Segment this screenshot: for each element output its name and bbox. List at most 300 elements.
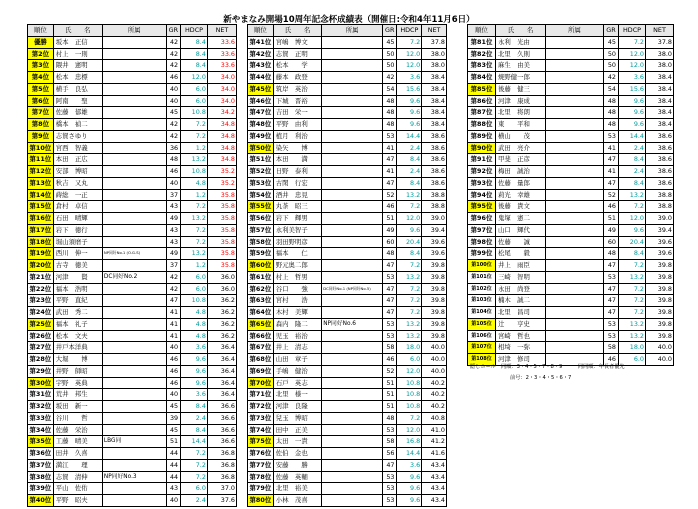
net-score: 38.4 [422, 83, 447, 95]
gross-score: 51 [383, 389, 397, 401]
gross-score: 48 [383, 95, 397, 107]
gross-score: 52 [383, 365, 397, 377]
rank-cell: 第37位 [28, 459, 54, 471]
player-name: 谷口 強 [273, 283, 321, 295]
player-name: 永田 尚登 [496, 283, 546, 295]
player-name: 甲斐 正彦 [496, 154, 546, 166]
results-table-right [467, 24, 674, 366]
table-row [28, 95, 237, 107]
net-score: 37.0 [207, 483, 236, 495]
table-row [468, 271, 674, 283]
affiliation-cell [322, 295, 383, 307]
player-name: 山口 輝代 [496, 224, 546, 236]
net-score: 38.4 [422, 119, 447, 131]
table-row [28, 36, 237, 48]
handicap-value: 6.0 [397, 354, 422, 366]
affiliation-cell [102, 424, 166, 436]
handicap-value: 8.4 [397, 154, 422, 166]
net-score: 35.8 [207, 260, 236, 272]
handicap-value: 10.8 [397, 389, 422, 401]
affiliation-cell [546, 283, 604, 295]
rank-cell: 第97位 [468, 224, 496, 236]
net-score: 34.2 [207, 107, 236, 119]
gross-score: 42 [604, 72, 619, 84]
handicap-value: 1.2 [181, 189, 208, 201]
net-score: 38.4 [422, 107, 447, 119]
rank-cell: 第19位 [28, 248, 54, 260]
player-name: 児玉 裕治 [273, 330, 321, 342]
affiliation-cell [322, 471, 383, 483]
rank-cell: 第20位 [28, 260, 54, 272]
handicap-value: 7.2 [181, 448, 208, 460]
gross-score: 42 [166, 36, 181, 48]
affiliation-cell [102, 130, 166, 142]
player-name: 北里 様一 [273, 389, 321, 401]
gross-score: 41 [383, 142, 397, 154]
affiliation-cell [546, 177, 604, 189]
player-name: 西川 伸一 [53, 248, 102, 260]
net-score: 39.8 [422, 318, 447, 330]
gross-score: 46 [166, 72, 181, 84]
table-row [248, 189, 447, 201]
table-row [468, 248, 674, 260]
net-score: 38.6 [422, 130, 447, 142]
gross-score: 60 [383, 236, 397, 248]
handicap-value: 10.8 [397, 377, 422, 389]
affiliation-cell [102, 72, 166, 84]
affiliation-cell [322, 48, 383, 60]
affiliation-cell [322, 142, 383, 154]
affiliation-cell [546, 342, 604, 354]
rank-cell: 第88位 [468, 119, 496, 131]
affiliation-cell [322, 354, 383, 366]
affiliation-cell [102, 224, 166, 236]
player-name: 宮村 浩 [273, 295, 321, 307]
gross-score: 45 [166, 424, 181, 436]
affiliation-cell [322, 401, 383, 413]
handicap-value: 7.2 [397, 412, 422, 424]
player-name: 染矢 博 [273, 142, 321, 154]
gross-score: 58 [604, 342, 619, 354]
table-row [248, 365, 447, 377]
table-row [248, 330, 447, 342]
net-score: 35.8 [207, 201, 236, 213]
header-net: NET [646, 25, 674, 37]
rank-cell: 第64位 [248, 307, 274, 319]
table-row [248, 154, 447, 166]
player-name: 後藤 健三 [496, 83, 546, 95]
table-row [248, 236, 447, 248]
affiliation-cell [322, 36, 383, 48]
handicap-value: 2.4 [181, 412, 208, 424]
affiliation-cell [546, 224, 604, 236]
net-score: 39.6 [422, 248, 447, 260]
affiliation-cell [322, 389, 383, 401]
rank-cell: 第13位 [28, 177, 54, 189]
gross-score: 51 [383, 213, 397, 225]
gross-score: 46 [604, 354, 619, 366]
handicap-value: 4.8 [181, 318, 208, 330]
handicap-value: 10.8 [181, 295, 208, 307]
affiliation-cell: LBG同 [102, 436, 166, 448]
table-row [28, 448, 237, 460]
player-name: 宮嶋 博文 [273, 36, 321, 48]
table-row [28, 177, 237, 189]
rank-cell: 第85位 [468, 83, 496, 95]
rank-cell: 第5位 [28, 83, 54, 95]
rank-cell: 第7位 [28, 107, 54, 119]
rank-cell: 第47位 [248, 107, 274, 119]
handicap-value: 3.6 [181, 389, 208, 401]
handicap-value: 14.4 [619, 130, 646, 142]
rank-cell: 第89位 [468, 130, 496, 142]
player-name: 福本 仁 [273, 248, 321, 260]
affiliation-cell [322, 189, 383, 201]
table-row [468, 154, 674, 166]
net-score: 34.8 [207, 154, 236, 166]
rank-cell: 第46位 [248, 95, 274, 107]
handicap-value: 9.6 [397, 483, 422, 495]
player-name: 焼野健一郎 [496, 72, 546, 84]
handicap-value: 2.4 [619, 142, 646, 154]
net-score: 39.8 [422, 283, 447, 295]
gross-score: 49 [383, 224, 397, 236]
rank-cell: 第10位 [28, 142, 54, 154]
rank-cell: 第36位 [28, 448, 54, 460]
rank-cell: 第21位 [28, 271, 54, 283]
player-name: 佐藤 量郎 [496, 177, 546, 189]
table-row [28, 60, 237, 72]
handicap-value: 1.2 [181, 142, 208, 154]
affiliation-cell [546, 189, 604, 201]
header-rank: 順位 [248, 25, 274, 37]
affiliation-cell: NP同好No.1 (O.G.S) [102, 248, 166, 260]
gross-score: 40 [166, 83, 181, 95]
gross-score: 56 [383, 448, 397, 460]
net-score: 38.6 [646, 166, 674, 178]
gross-score: 53 [604, 318, 619, 330]
handicap-value: 13.2 [619, 189, 646, 201]
handicap-value: 7.2 [397, 307, 422, 319]
handicap-value: 12.0 [397, 365, 422, 377]
player-name: 佐伯 金也 [273, 448, 321, 460]
rank-cell: 第80位 [248, 495, 274, 507]
table-row [28, 318, 237, 330]
gross-score: 46 [604, 201, 619, 213]
table-row [28, 377, 237, 389]
player-name: 田井 久喜 [53, 448, 102, 460]
gross-score: 50 [383, 60, 397, 72]
affiliation-cell [546, 213, 604, 225]
table-row [248, 342, 447, 354]
affiliation-cell [322, 424, 383, 436]
gross-score: 51 [166, 436, 181, 448]
table-row [248, 119, 447, 131]
player-name: 北里 久則 [496, 48, 546, 60]
gross-score: 45 [166, 107, 181, 119]
rank-cell: 第77位 [248, 459, 274, 471]
rank-cell: 第57位 [248, 224, 274, 236]
net-score: 36.8 [207, 459, 236, 471]
affiliation-cell [102, 495, 166, 507]
handicap-value: 15.6 [619, 83, 646, 95]
rank-cell: 第22位 [28, 283, 54, 295]
header-rank: 順位 [468, 25, 496, 37]
gross-score: 44 [166, 448, 181, 460]
rank-cell: 第49位 [248, 130, 274, 142]
rank-cell: 第28位 [28, 354, 54, 366]
header-affiliation: 所属 [322, 25, 383, 37]
gross-score: 47 [383, 283, 397, 295]
net-score: 40.0 [422, 365, 447, 377]
net-score: 41.0 [422, 424, 447, 436]
gross-score: 40 [166, 95, 181, 107]
gross-score: 46 [166, 354, 181, 366]
header-rank: 順位 [28, 25, 54, 37]
net-score: 36.2 [207, 330, 236, 342]
rank-cell: 第6位 [28, 95, 54, 107]
gross-score: 42 [166, 283, 181, 295]
affiliation-cell: DC同好No.2 [102, 271, 166, 283]
net-score: 40.2 [422, 401, 447, 413]
table-row [468, 201, 674, 213]
gross-score: 42 [166, 271, 181, 283]
affiliation-cell [102, 177, 166, 189]
table-row [468, 213, 674, 225]
table-row [248, 166, 447, 178]
player-name: 佐藤 誠 [496, 236, 546, 248]
gross-score: 50 [604, 48, 619, 60]
table-row [28, 72, 237, 84]
affiliation-cell [102, 342, 166, 354]
rank-cell: 第103位 [468, 295, 496, 307]
player-name: 北里 将朗 [496, 107, 546, 119]
player-name: 松本 忠標 [53, 72, 102, 84]
rank-cell: 第91位 [468, 154, 496, 166]
net-score: 38.6 [422, 177, 447, 189]
affiliation-cell [102, 189, 166, 201]
net-score: 39.8 [646, 295, 674, 307]
net-score: 39.0 [422, 213, 447, 225]
gross-score: 48 [604, 248, 619, 260]
table-row [28, 166, 237, 178]
net-score: 43.4 [422, 459, 447, 471]
rank-cell: 第68位 [248, 354, 274, 366]
affiliation-cell [546, 107, 604, 119]
net-score: 39.4 [422, 224, 447, 236]
gross-score: 53 [383, 271, 397, 283]
net-score: 39.8 [422, 271, 447, 283]
handicap-value: 7.2 [181, 236, 208, 248]
rank-cell: 第65位 [248, 318, 274, 330]
rank-cell: 第51位 [248, 154, 274, 166]
handicap-value: 3.6 [397, 459, 422, 471]
gross-score: 41 [166, 330, 181, 342]
rank-cell: 第81位 [468, 36, 496, 48]
results-table-left [27, 24, 237, 507]
header-net: NET [422, 25, 447, 37]
player-name: 永利美智子 [273, 224, 321, 236]
gross-score: 49 [166, 248, 181, 260]
gross-score: 48 [383, 119, 397, 131]
table-row [28, 83, 237, 95]
table-row [468, 60, 674, 72]
gross-score: 47 [383, 307, 397, 319]
table-row [28, 342, 237, 354]
net-score: 43.4 [422, 495, 447, 507]
rank-cell: 第92位 [468, 166, 496, 178]
gross-score: 40 [166, 389, 181, 401]
net-score: 33.6 [207, 60, 236, 72]
gross-score: 36 [166, 142, 181, 154]
rank-cell: 第33位 [28, 412, 54, 424]
gross-score: 47 [604, 260, 619, 272]
affiliation-cell [322, 95, 383, 107]
handicap-value: 4.8 [181, 177, 208, 189]
header-handicap: HDCP [397, 25, 422, 37]
handicap-value: 7.2 [619, 36, 646, 48]
handicap-value: 14.4 [397, 130, 422, 142]
player-name: 北里 裕美 [273, 483, 321, 495]
handicap-value: 7.2 [181, 130, 208, 142]
rank-cell: 第23位 [28, 295, 54, 307]
handicap-value: 7.2 [619, 295, 646, 307]
affiliation-cell [546, 154, 604, 166]
net-score: 39.4 [646, 224, 674, 236]
gross-score: 53 [604, 330, 619, 342]
table-row [28, 130, 237, 142]
player-name: 阿南 聖 [53, 95, 102, 107]
handicap-value: 10.8 [181, 166, 208, 178]
table-row [248, 495, 447, 507]
affiliation-cell [322, 377, 383, 389]
gross-score: 47 [604, 177, 619, 189]
player-name: 三崎 智明 [496, 271, 546, 283]
affiliation-cell [322, 201, 383, 213]
affiliation-cell [546, 142, 604, 154]
affiliation-cell [102, 36, 166, 48]
affiliation-cell: NP同好No.3 [102, 471, 166, 483]
handicap-value: 7.2 [397, 36, 422, 48]
net-score: 38.4 [646, 107, 674, 119]
player-name: 平野 昭夫 [53, 495, 102, 507]
rank-cell: 第95位 [468, 201, 496, 213]
player-name: 相埼 一弥 [496, 342, 546, 354]
net-score: 36.6 [207, 436, 236, 448]
gross-score: 48 [166, 154, 181, 166]
player-name: 後藤 貴文 [496, 201, 546, 213]
rank-cell: 第17位 [28, 224, 54, 236]
rank-cell: 第66位 [248, 330, 274, 342]
affiliation-cell [102, 119, 166, 131]
rank-cell: 第38位 [28, 471, 54, 483]
gross-score: 47 [604, 307, 619, 319]
affiliation-cell [546, 83, 604, 95]
rank-cell: 第54位 [248, 189, 274, 201]
table-row [28, 389, 237, 401]
net-score: 40.0 [646, 354, 674, 366]
net-score: 35.2 [207, 166, 236, 178]
rank-cell: 第107位 [468, 342, 496, 354]
affiliation-cell [102, 401, 166, 413]
handicap-value: 9.6 [181, 354, 208, 366]
rank-cell: 第104位 [468, 307, 496, 319]
affiliation-cell [322, 248, 383, 260]
gross-score: 40 [166, 342, 181, 354]
player-name: 横山 茂 [496, 130, 546, 142]
gross-score: 41 [604, 142, 619, 154]
player-name: 志賀さゆり [53, 130, 102, 142]
affiliation-cell [546, 248, 604, 260]
handicap-value: 13.2 [397, 271, 422, 283]
gross-score: 53 [383, 318, 397, 330]
affiliation-cell [322, 459, 383, 471]
table-row [248, 295, 447, 307]
gross-score: 47 [383, 295, 397, 307]
header-name: 氏 名 [496, 25, 546, 37]
affiliation-cell [102, 60, 166, 72]
table-row [468, 48, 674, 60]
handicap-value: 1.2 [181, 260, 208, 272]
rank-cell: 第16位 [28, 213, 54, 225]
affiliation-cell [546, 201, 604, 213]
handicap-value: 7.2 [181, 471, 208, 483]
player-name: 井野 師昭 [53, 365, 102, 377]
net-score: 38.4 [422, 72, 447, 84]
table-row [248, 107, 447, 119]
rank-cell: 第71位 [248, 389, 274, 401]
player-name: 楠木 誠二 [496, 295, 546, 307]
affiliation-cell [322, 60, 383, 72]
handicap-value: 9.6 [619, 107, 646, 119]
gross-score: 60 [604, 236, 619, 248]
table-row [248, 354, 447, 366]
table-row [468, 119, 674, 131]
player-name: 藤本 政登 [273, 72, 321, 84]
player-name: 酒井 忠見 [273, 189, 321, 201]
player-name: 平山 佐佑 [53, 483, 102, 495]
gross-score: 47 [383, 260, 397, 272]
rank-cell: 第12位 [28, 166, 54, 178]
table-row [468, 224, 674, 236]
player-name: 武田 秀二 [53, 307, 102, 319]
net-score: 39.8 [646, 283, 674, 295]
net-score: 39.6 [646, 248, 674, 260]
handicap-value: 13.2 [397, 330, 422, 342]
player-name: 井戸本洋典 [53, 342, 102, 354]
player-name: 谷川 哲 [53, 412, 102, 424]
net-score: 37.6 [207, 495, 236, 507]
player-name: 丸茶 昭三 [273, 201, 321, 213]
rank-cell: 第40位 [28, 495, 54, 507]
table-row [248, 142, 447, 154]
affiliation-cell [546, 119, 604, 131]
header-handicap: HDCP [619, 25, 646, 37]
affiliation-cell [322, 119, 383, 131]
player-name: 志賀 清伸 [53, 471, 102, 483]
handicap-value: 14.4 [181, 436, 208, 448]
player-name: 秋吉 又丸 [53, 177, 102, 189]
affiliation-cell [322, 271, 383, 283]
table-row [28, 48, 237, 60]
handicap-value: 13.2 [619, 330, 646, 342]
handicap-value: 7.2 [619, 283, 646, 295]
handicap-value: 13.2 [181, 248, 208, 260]
gross-score: 41 [383, 166, 397, 178]
net-score: 38.8 [646, 201, 674, 213]
handicap-value: 8.4 [397, 248, 422, 260]
player-name: 志賀 正明 [273, 48, 321, 60]
